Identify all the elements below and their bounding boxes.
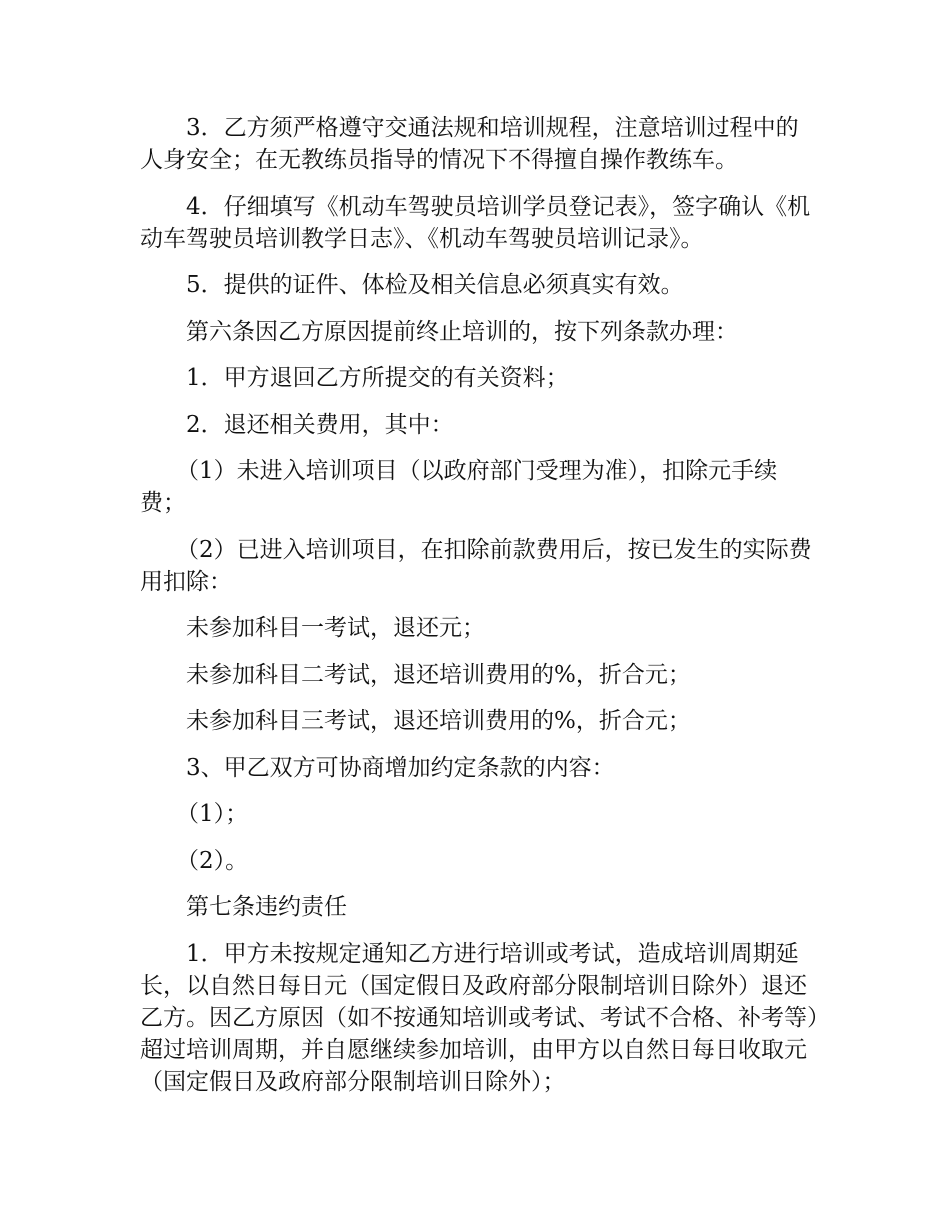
paragraph-clause-4: 4．仔细填写《机动车驾驶员培训学员登记表》，签字确认《机动车驾驶员培训教学日志》、《机动车驾驶员培训记录》。 — [140, 193, 811, 252]
paragraph-clause-3: 3．乙方须严格遵守交通法规和培训规程，注意培训过程中的人身安全；在无教练员指导的情况下不得擅自操作教练车。 — [140, 115, 799, 173]
paragraph-clause-5: 5．提供的证件、体检及相关信息必须真实有效。 — [186, 272, 684, 298]
paragraph-article-7-item-1: 1．甲方未按规定通知乙方进行培训或考试，造成培训周期延长，以自然日每日元（国定假日及政府部分限制培训日除外）退还乙方。因乙方原因（如不按通知培训或考试、考试不合格、补考等）超过培训周期，并自愿继续参加培训，由甲方以自然日每日收取元（国定假日及政府部分限制培训日除外）； — [140, 940, 819, 1095]
paragraph-subitem-1: （1）未进入培训项目（以政府部门受理为准），扣除元手续费； — [140, 458, 778, 516]
article-7-heading: 第七条违约责任 — [186, 894, 347, 920]
paragraph-article-6-item-2: 2．退还相关费用，其中： — [186, 411, 454, 438]
paragraph-article-6-item-3: 3、甲乙双方可协商增加约定条款的内容： — [186, 754, 615, 781]
paragraph-blank-item-2: （2）。 — [176, 847, 249, 874]
paragraph-subject-2: 未参加科目二考试，退还培训费用的%，折合元； — [186, 661, 691, 688]
document-body — [140, 112, 820, 1112]
paragraph-subitem-2: （2）已进入培训项目，在扣除前款费用后，按已发生的实际费用扣除： — [140, 536, 812, 595]
paragraph-subject-3: 未参加科目三考试，退还培训费用的%，折合元； — [186, 708, 691, 734]
paragraph-subject-1: 未参加科目一考试，退还元； — [186, 615, 485, 641]
article-6-heading: 第六条因乙方原因提前终止培训的，按下列条款办理： — [186, 318, 738, 345]
paragraph-blank-item-1: （1）； — [176, 801, 249, 827]
paragraph-article-6-item-1: 1．甲方退回乙方所提交的有关资料； — [186, 365, 569, 391]
